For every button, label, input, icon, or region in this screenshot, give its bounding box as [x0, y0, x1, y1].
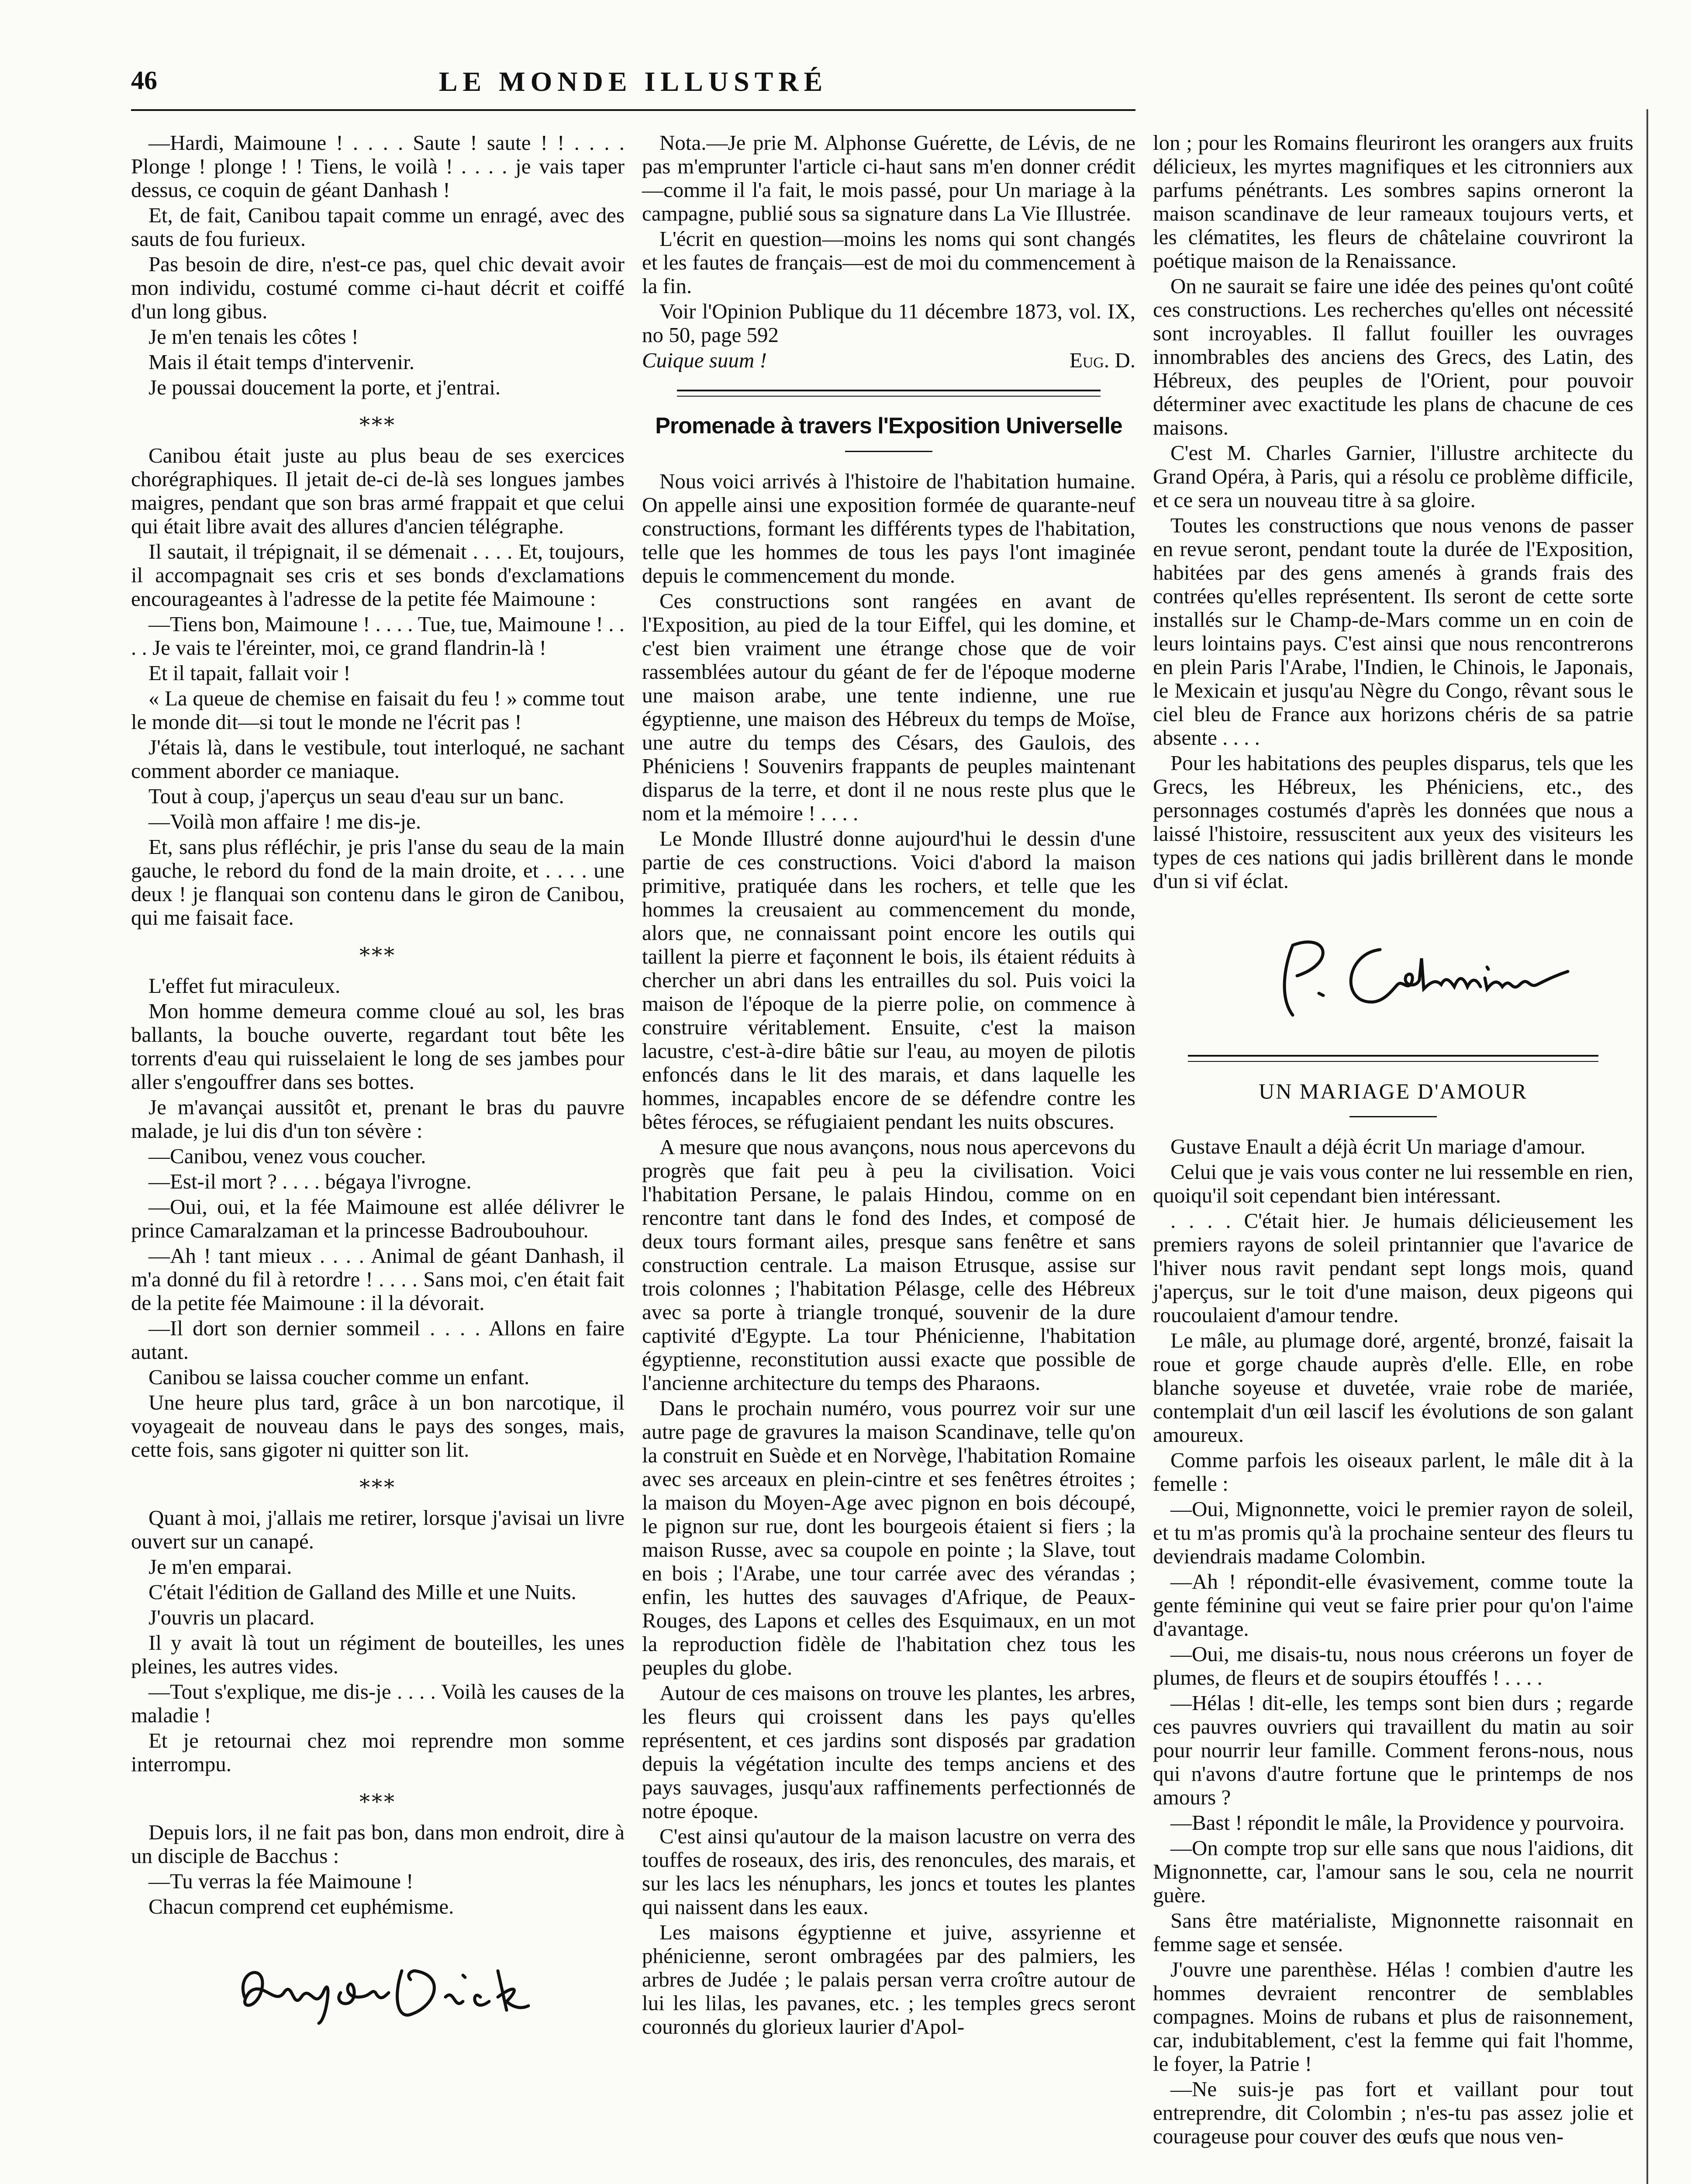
paragraph: —Ah ! répondit-elle évasivement, comme toute la gente féminine qui veut se faire prier pour qu'on l'aime d'avantage.: [1153, 1569, 1633, 1641]
paragraph: Voir l'Opinion Publique du 11 décembre 1873, vol. IX, no 50, page 592: [642, 299, 1135, 347]
paragraph: C'est M. Charles Garnier, l'illustre architecte du Grand Opéra, à Paris, qui a résolu ce problème difficile, et ce sera un nouveau titre à sa gloire.: [1153, 441, 1633, 512]
exposition-article-continued: [1153, 131, 1633, 893]
paragraph: Une heure plus tard, grâce à un bon narcotique, il voyageait de nouveau dans le pays des songes, mais, cette fois, sans gigoter ni quitter son lit.: [131, 1390, 625, 1462]
paragraph: A mesure que nous avançons, nous nous apercevons du progrès que fait peu à peu la civilisation. Voici l'habitation Persane, le palais Hindou, comme on en rencontre tant dans le fond des Indes, et composé de deux tours formant ailes, presque sans fenêtre et sans construction centrale. La maison Etrusque, assise sur trois colonnes ; l'habitation Pélasge, celle des Hébreux avec sa porte à triangle tronqué, souvenir de la dure captivité d'Egypte. La tour Phénicienne, l'habitation égyptienne, reconstitution aussi exacte que possible de l'ancienne architecture du temps des Pharaons.: [642, 1135, 1135, 1395]
paragraph: Et, de fait, Canibou tapait comme un enragé, avec des sauts de fou furieux.: [131, 203, 625, 251]
mariage-article: [1153, 1135, 1633, 2148]
signature-p-colomnier: [1267, 928, 1633, 1029]
paragraph: —Est-il mort ? . . . . bégaya l'ivrogne.: [148, 1169, 472, 1193]
story-part-c: [131, 974, 625, 1462]
page-edge-line: [1646, 109, 1648, 2184]
nota-author: Eug. D.: [1069, 348, 1135, 372]
paragraph: lon ; pour les Romains fleuriront les orangers aux fruits délicieux, les myrtes magnifiques et les citronniers aux parfums pénétrants. Les sombres sapins orneront la maison scandinave de leur rameaux toujours verts, et les clématites, les fleurs de châtelaine couvriront la poétique maison de la Renaissance.: [1153, 131, 1633, 273]
paragraph: Nota.—Je prie M. Alphonse Guérette, de Lévis, de ne pas m'emprunter l'article ci-haut sans m'en donner crédit—comme il l'a fait, le mois passé, pour Un mariage à la campagne, publié sous sa signature dans La Vie Illustrée.: [642, 131, 1135, 225]
double-rule: [1188, 1055, 1598, 1062]
paragraph: —Bast ! répondit le mâle, la Providence y pourvoira.: [1170, 1811, 1625, 1835]
page-header: [131, 66, 1135, 105]
section-stars: ⁎⁎⁎: [359, 1784, 396, 1807]
paragraph: Le Monde Illustré donne aujourd'hui le dessin d'une partie de ces constructions. Voici d'abord la maison primitive, pratiquée dans les rochers, et telle que les hommes la creusaient au commencement du monde, alors que, ne connaissant point encore les outils qui taillent la pierre et façonnent le bois, ils étaient réduits à chercher un abri dans les entrailles du sol. Puis voici la maison de l'époque de la pierre polie, on commence à construire véritablement. Ensuite, c'est la maison lacustre, c'est-à-dire bâtie sur l'eau, au moyen de pilotis enfoncés dans le lit des marais, et dans laquelle les hommes, incapables encore de se défendre contre les bêtes féroces, se réfugiaient pendant les nuits obscures.: [642, 826, 1135, 1133]
paragraph: L'effet fut miraculeux.: [148, 974, 341, 998]
paragraph: —On compte trop sur elle sans que nous l'aidions, dit Mignonnette, car, l'amour sans le sou, cela ne nourrit guère.: [1153, 1836, 1633, 1907]
column-2: [642, 131, 1135, 2040]
paragraph: Je m'en emparai.: [148, 1555, 292, 1579]
paragraph: Le mâle, au plumage doré, argenté, bronzé, faisait la roue et gorge chaude auprès d'elle. Elle, en robe blanche soyeuse et duvetée, vraie robe de mariée, contemplait d'un œil lascif les évolutions de son galant amoureux.: [1153, 1328, 1633, 1447]
paragraph: « La queue de chemise en faisait du feu ! » comme tout le monde dit—si tout le monde ne l'écrit pas !: [131, 686, 625, 734]
short-rule: [1349, 1116, 1437, 1117]
paragraph: Toutes les constructions que nous venons de passer en revue seront, pendant toute la durée de l'Exposition, habitées par des gens amenés à grands frais des contrées qu'elles représentent. Ils seront de cette sorte installés sur le Champ-de-Mars comme un en coin de leurs lointains pays. C'est ainsi que nous rencontrerons en plein Paris l'Arabe, l'Indien, le Chinois, le Japonais, le Mexicain et jusqu'au Nègre du Congo, rêvant sous le ciel bleu de France aux horizons chéris de sa patrie absente . . . .: [1153, 513, 1633, 750]
paragraph: —Il dort son dernier sommeil . . . . Allons en faire autant.: [131, 1316, 625, 1364]
short-rule: [845, 451, 932, 452]
section-title-exposition: Promenade à travers l'Exposition Universelle: [655, 413, 1122, 439]
paragraph: Comme parfois les oiseaux parlent, le mâle dit à la femelle :: [1153, 1448, 1633, 1496]
paragraph: —Voilà mon affaire ! me dis-je.: [148, 809, 421, 833]
paragraph: Et il tapait, fallait voir !: [148, 661, 351, 685]
paragraph: Tout à coup, j'aperçus un seau d'eau sur un banc.: [148, 784, 564, 808]
paragraph: Ces constructions sont rangées en avant de l'Exposition, au pied de la tour Eiffel, qui les domine, et c'est bien vraiment une étrange chose que de voir rassemblées autour du géant de fer de l'époque moderne une maison arabe, une tente indienne, une rue égyptienne, une maison des Hébreux du temps de Moïse, une autre du temps des Césars, des Gaulois, des Phéniciens ! Souvenirs frappants de peuples maintenant disparus de la terre, et dont il ne nous reste plus que le nom et la mémoire ! . . . .: [642, 589, 1135, 825]
paragraph: Et, sans plus réfléchir, je pris l'anse du seau de la main gauche, le rebord du fond de la main droite, et . . . . une deux ! je flanquai son contenu dans le giron de Canibou, qui me faisait face.: [131, 835, 625, 930]
paragraph: Depuis lors, il ne fait pas bon, dans mon endroit, dire à un disciple de Bacchus :: [131, 1820, 625, 1868]
page-number: 46: [131, 66, 157, 95]
paragraph: Pas besoin de dire, n'est-ce pas, quel chic devait avoir mon individu, costumé comme ci-haut décrit et coiffé d'un long gibus.: [131, 252, 625, 323]
paragraph: Celui que je vais vous conter ne lui ressemble en rien, quoiqu'il soit cependant bien intéressant.: [1153, 1160, 1633, 1207]
signature-eugene-dick: [227, 1945, 625, 2037]
paragraph: —Tiens bon, Maimoune ! . . . . Tue, tue, Maimoune ! . . . . Je vais te l'éreinter, moi, ce grand flandrin-là !: [131, 612, 625, 660]
nota-motto: Cuique suum !: [642, 348, 767, 372]
paragraph: Canibou se laissa coucher comme un enfant.: [148, 1365, 530, 1389]
exposition-article: [642, 470, 1135, 2039]
paragraph: Pour les habitations des peuples disparus, tels que les Grecs, les Hébreux, les Phéniciens, etc., des personnages costumés d'après les données que nous a laissé l'histoire, ressuscitent aux yeux des visiteurs les types de ces nations qui jadis brillèrent dans le monde d'un si vif éclat.: [1153, 751, 1633, 893]
paragraph: —Ah ! tant mieux . . . . Animal de géant Danhash, il m'a donné du fil à retordre ! . . . . Sans moi, c'en était fait de la petite fée Maimoune : il la dévorait.: [131, 1244, 625, 1315]
masthead: LE MONDE ILLUSTRÉ: [438, 66, 828, 97]
story-part-d: [131, 1506, 625, 1776]
section-stars: ⁎⁎⁎: [359, 937, 396, 961]
paragraph: C'est ainsi qu'autour de la maison lacustre on verra des touffes de roseaux, des iris, des renoncules, des marais, et sur les lacs les nénuphars, les joncs et toutes les plantes qui naissent dans les eaux.: [642, 1824, 1135, 1919]
column-3: [1153, 131, 1633, 2150]
section-stars: ⁎⁎⁎: [359, 1469, 396, 1493]
paragraph: Dans le prochain numéro, vous pourrez voir sur une autre page de gravures la maison Scandinave, telle qu'on la construit en Suède et en Norvège, l'habitation Romaine avec ses arceaux en plein-cintre et ses fenêtres étroites ; la maison du Moyen-Age avec pignon en bois découpé, le pignon sur rue, dont les bourgeois étaient si fiers ; la maison Russe, avec sa coupole en pointe ; la Slave, tout en bois ; l'Arabe, une tour carrée avec des vérandas ; enfin, les huttes des sauvages d'Afrique, de Peaux-Rouges, des Lapons et celles des Esquimaux, en un mot la reproduction fidèle de l'habitation chez tous les peuples du globe.: [642, 1396, 1135, 1679]
story-part-b: [131, 444, 625, 930]
paragraph: —Oui, Mignonnette, voici le premier rayon de soleil, et tu m'as promis qu'à la prochaine senteur des fleurs tu deviendrais madame Colombin.: [1153, 1497, 1633, 1568]
paragraph: Je poussai doucement la porte, et j'entrai.: [148, 375, 501, 399]
double-rule: [677, 390, 1101, 397]
paragraph: —Hélas ! dit-elle, les temps sont bien durs ; regarde ces pauvres ouvriers qui travaillent du matin au soir pour nourrir leur famille. Comment ferons-nous, nous qui n'avons d'autre fortune que le printemps de nos amours ?: [1153, 1691, 1633, 1809]
paragraph: Mais il était temps d'intervenir.: [148, 350, 414, 374]
paragraph: Mon homme demeura comme cloué au sol, les bras ballants, la bouche ouverte, regardant tout bête les torrents d'eau qui ruisselaient le long de ses jambes pour aller s'engouffrer dans ses bottes.: [131, 999, 625, 1094]
paragraph: Et je retournai chez moi reprendre mon somme interrompu.: [131, 1728, 625, 1776]
paragraph: —Tu verras la fée Maimoune !: [148, 1869, 414, 1893]
story-part-e: [131, 1821, 625, 1918]
paragraph: On ne saurait se faire une idée des peines qu'ont coûté ces constructions. Les recherches qu'elles ont nécessité sont incroyables. Il fallut fouiller les ouvrages innombrables des anciens des Grecs, des Latin, des Hébreux, des peuples de l'Orient, pour pouvoir déterminer avec exactitude les plans de chacune de ces maisons.: [1153, 274, 1633, 439]
paragraph: Gustave Enault a déjà écrit Un mariage d'amour.: [1170, 1134, 1586, 1158]
paragraph: L'écrit en question—moins les noms qui sont changés et les fautes de français—est de moi du commencement à la fin.: [642, 227, 1135, 298]
paragraph: Sans être matérialiste, Mignonnette raisonnait en femme sage et sensée.: [1153, 1908, 1633, 1956]
column-1: [131, 131, 625, 2054]
paragraph: Chacun comprend cet euphémisme.: [148, 1894, 454, 1918]
paragraph: Nous voici arrivés à l'histoire de l'habitation humaine. On appelle ainsi une exposition formée de quarante-neuf constructions, formant les différents types de l'habitation, telle que les hommes de tous les pays l'ont imaginée depuis le commencement du monde.: [642, 469, 1135, 587]
paragraph: Les maisons égyptienne et juive, assyrienne et phénicienne, seront ombragées par des palmiers, les arbres de Judée ; le palais persan verra croître autour de lui les lilas, les pavanes, etc. ; les temples grecs seront couronnés du glorieux laurier d'Apol-: [642, 1920, 1135, 2039]
paragraph: C'était l'édition de Galland des Mille et une Nuits.: [148, 1580, 576, 1604]
paragraph: J'ouvris un placard.: [148, 1605, 315, 1629]
header-rule: [131, 109, 1135, 111]
paragraph: —Hardi, Maimoune ! . . . . Saute ! saute ! ! . . . . Plonge ! plonge ! ! Tiens, le voilà ! . . . . je vais taper dessus, ce coquin de géant Danhash !: [131, 131, 625, 202]
paragraph: —Oui, oui, et la fée Maimoune est allée délivrer le prince Camaralzaman et la princesse Badroubouhour.: [131, 1195, 625, 1242]
story-part-a: [131, 131, 625, 399]
paragraph: J'étais là, dans le vestibule, tout interloqué, ne sachant comment aborder ce maniaque.: [131, 735, 625, 783]
paragraph: . . . . C'était hier. Je humais délicieusement les premiers rayons de soleil printannier que l'avarice de l'hiver nous ravit pendant sept longs mois, quand j'aperçus, sur le toit d'une maison, deux pigeons qui roucoulaient d'amour tendre.: [1153, 1209, 1633, 1327]
paragraph: Il sautait, il trépignait, il se démenait . . . . Et, toujours, il accompagnait ses cris et ses bonds d'exclamations encourageantes à l'adresse de la petite fée Maimoune :: [131, 539, 625, 611]
paragraph: —Tout s'explique, me dis-je . . . . Voilà les causes de la maladie !: [131, 1679, 625, 1727]
paragraph: Autour de ces maisons on trouve les plantes, les arbres, les fleurs qui croissent dans les pays qu'elles représentent, et ces jardins sont disposés par gradation depuis la végétation inculte des temps anciens et des pays sauvages, jusqu'aux raffinements perfectionnés de notre époque.: [642, 1681, 1135, 1823]
paragraph: Il y avait là tout un régiment de bouteilles, les unes pleines, les autres vides.: [131, 1631, 625, 1678]
section-title-mariage: UN MARIAGE D'AMOUR: [1259, 1079, 1528, 1103]
paragraph: J'ouvre une parenthèse. Hélas ! combien d'autre les hommes devraient rencontrer de semblables compagnes. Moins de rubans et plus de raisonnement, car, indubitablement, c'est la femme qui fait l'homme, le foyer, la Patrie !: [1153, 1957, 1633, 2076]
paragraph: Quant à moi, j'allais me retirer, lorsque j'avisai un livre ouvert sur un canapé.: [131, 1506, 625, 1553]
paragraph: —Ne suis-je pas fort et vaillant pour tout entreprendre, dit Colombin ; n'es-tu pas assez jolie et courageuse pour couver des œufs que nous ven-: [1153, 2077, 1633, 2148]
paragraph: Je m'en tenais les côtes !: [148, 325, 359, 349]
section-stars: ⁎⁎⁎: [359, 407, 396, 430]
paragraph: Je m'avançai aussitôt et, prenant le bras du pauvre malade, je lui dis d'un ton sévère :: [131, 1095, 625, 1143]
paragraph: —Canibou, venez vous coucher.: [148, 1144, 426, 1168]
paragraph: Canibou était juste au plus beau de ses exercices chorégraphiques. Il jetait de-ci de-là ses longues jambes maigres, pendant que son bras armé frappait et que celui qui était libre avait des allures d'ancien télégraphe.: [131, 443, 625, 538]
paragraph: —Oui, me disais-tu, nous nous créerons un foyer de plumes, de fleurs et de soupirs étouffés ! . . . .: [1153, 1642, 1633, 1690]
nota-signature: [642, 349, 1135, 372]
nota-block: [642, 131, 1135, 347]
